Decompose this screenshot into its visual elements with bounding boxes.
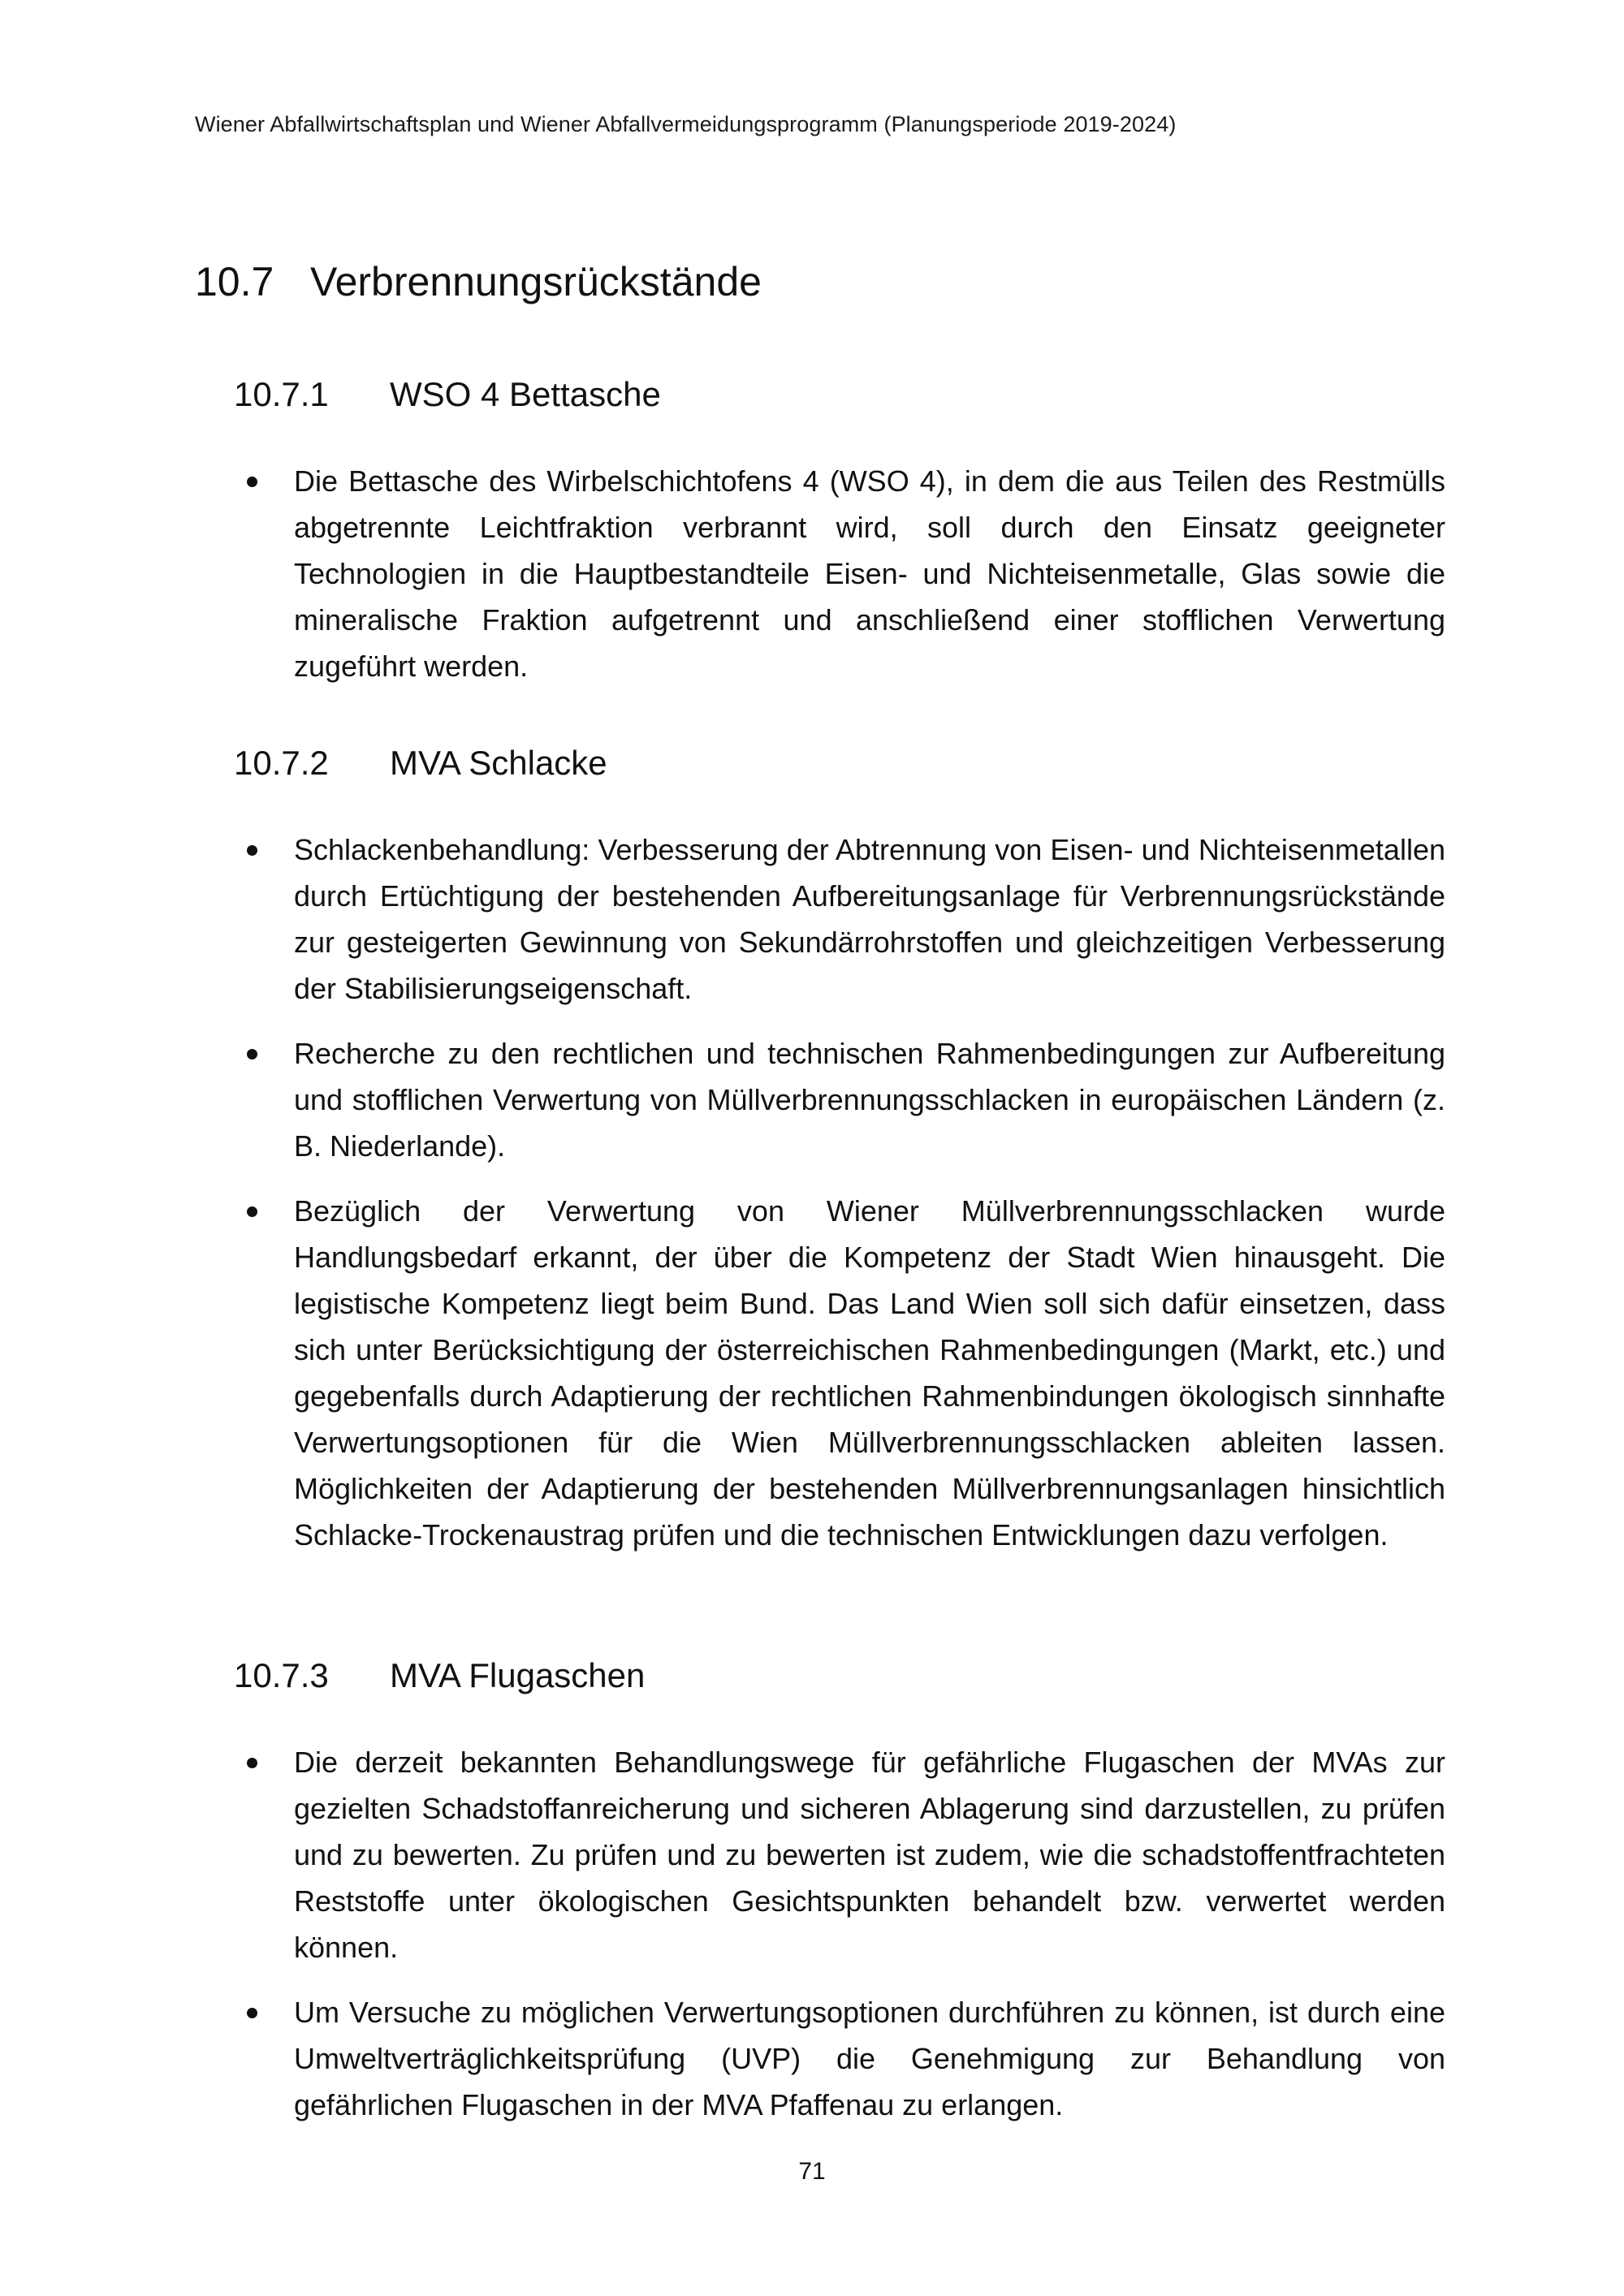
list-item: [237, 1188, 1445, 1558]
subsection-heading-10-7-2: [234, 744, 607, 783]
list-item-text: Bezüglich der Verwertung von Wiener Müllverbrennungsschlacken wurde Handlungsbedarf erkannt, der über die Kompetenz der Stadt Wien hinausgeht. Die legistische Kompetenz liegt beim Bund. Das Land Wien soll sich dafür einsetzen, dass sich unter Berücksichtigung der österreichischen Rahmenbedingungen (Markt, etc.) und gegebenfalls durch Adaptierung der rechtlichen Rahmenbindungen ökologisch sinnhafte Verwertungsoptionen für die Wien Müllverbrennungsschlacken ableiten lassen. Möglichkeiten der Adaptierung der bestehenden Müllverbrennungsanlagen hinsichtlich Schlacke-Trockenaustrag prüfen und die technischen Entwicklungen dazu verfolgen.: [294, 1194, 1445, 1552]
bullet-icon: [247, 477, 257, 487]
bullet-icon: [247, 845, 257, 856]
subsection-heading-10-7-3: [234, 1656, 645, 1695]
subsection-number: 10.7.3: [234, 1656, 329, 1694]
subsection-title: MVA Flugaschen: [390, 1656, 646, 1694]
subsection-title: WSO 4 Bettasche: [390, 375, 661, 413]
bullet-icon: [247, 2008, 257, 2018]
bullet-icon: [247, 1758, 257, 1768]
list-item-text: Recherche zu den rechtlichen und technischen Rahmenbedingungen zur Aufbereitung und stofflichen Verwertung von Müllverbrennungsschlacken in europäischen Ländern (z. B. Niederlande).: [294, 1037, 1445, 1163]
list-item: [237, 1739, 1445, 1970]
list-item-text: Schlackenbehandlung: Verbesserung der Abtrennung von Eisen- und Nichteisenmetallen durch Ertüchtigung der bestehenden Aufbereitungsanlage für Verbrennungsrückstände zur gesteigerten Gewinnung von Sekundärrohrstoffen und gleichzeitigen Verbesserung der Stabilisierungseigenschaft.: [294, 833, 1445, 1005]
list-item: [237, 1030, 1445, 1169]
subsection-title: MVA Schlacke: [390, 744, 607, 782]
list-item-text: Um Versuche zu möglichen Verwertungsoptionen durchführen zu können, ist durch eine Umweltverträglichkeitsprüfung (UVP) die Genehmigung zur Behandlung von gefährlichen Flugaschen in der MVA Pfaffenau zu erlangen.: [294, 1996, 1445, 2121]
section-number: 10.7: [195, 259, 274, 304]
bullet-list-10-7-2: [237, 826, 1445, 1577]
bullet-list-10-7-3: [237, 1739, 1445, 2147]
bullet-icon: [247, 1206, 257, 1217]
bullet-icon: [247, 1049, 257, 1060]
section-title: Verbrennungsrückstände: [310, 259, 762, 304]
subsection-heading-10-7-1: [234, 375, 661, 414]
list-item-text: Die derzeit bekannten Behandlungswege für gefährliche Flugaschen der MVAs zur gezielten Schadstoffanreicherung und sicheren Ablagerung sind darzustellen, zu prüfen und zu bewerten. Zu prüfen und zu bewerten ist zudem, wie die schadstoffentfrachteten Reststoffe unter ökologischen Gesichtspunkten behandelt bzw. verwertet werden können.: [294, 1746, 1445, 1964]
bullet-list-10-7-1: [237, 458, 1445, 708]
subsection-number: 10.7.2: [234, 744, 329, 782]
list-item: [237, 1989, 1445, 2128]
subsection-number: 10.7.1: [234, 375, 329, 413]
page-number: 71: [798, 2158, 826, 2185]
list-item-text: Die Bettasche des Wirbelschichtofens 4 (WSO 4), in dem die aus Teilen des Restmülls abgetrennte Leichtfraktion verbrannt wird, soll durch den Einsatz geeigneter Technologien in die Hauptbestandteile Eisen- und Nichteisenmetalle, Glas sowie die mineralische Fraktion aufgetrennt und anschließend einer stofflichen Verwertung zugeführt werden.: [294, 464, 1445, 683]
running-header: Wiener Abfallwirtschaftsplan und Wiener Abfallvermeidungsprogramm (Planungsperiode 2019-2024): [195, 112, 1177, 136]
list-item: [237, 458, 1445, 689]
list-item: [237, 826, 1445, 1012]
section-heading: [195, 258, 762, 305]
